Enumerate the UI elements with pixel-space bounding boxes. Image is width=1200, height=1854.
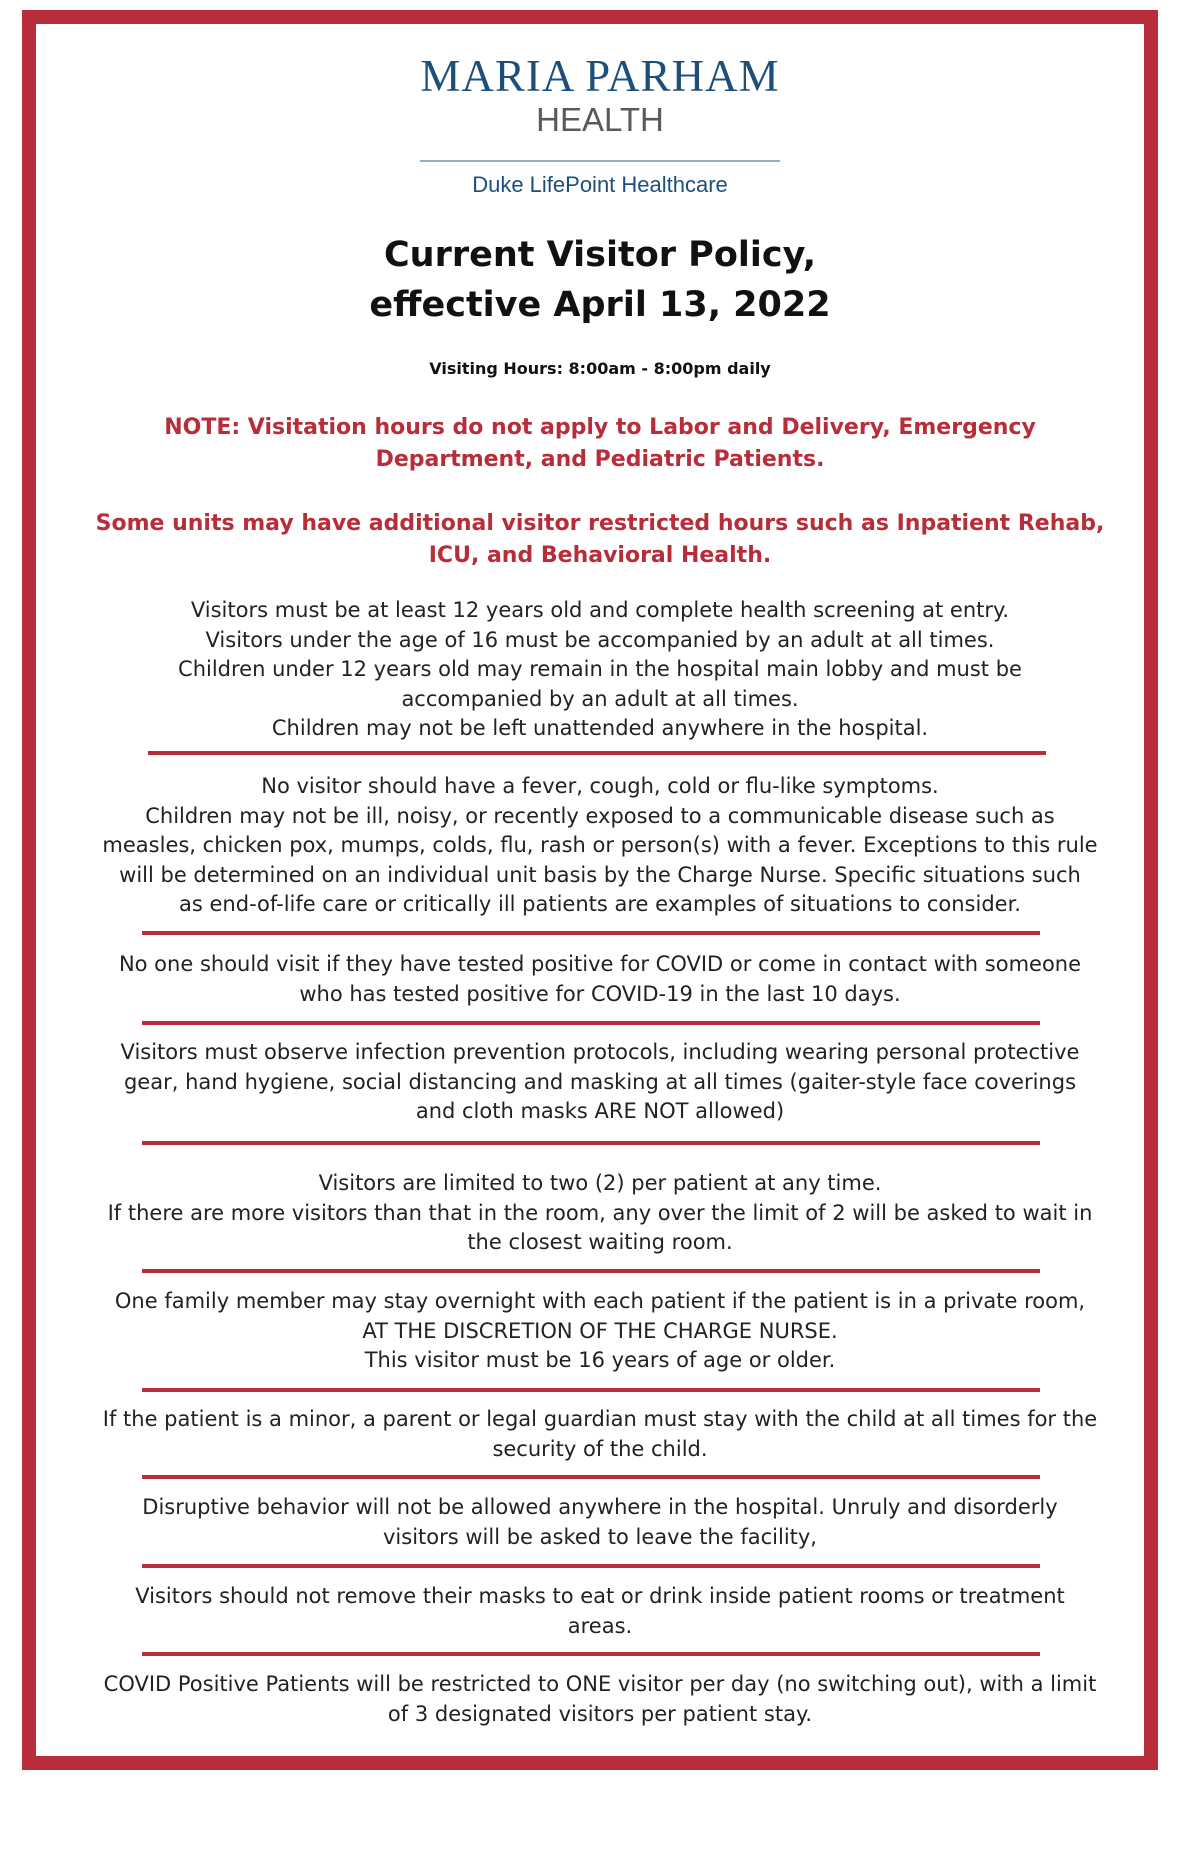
section-covid-exposure (50, 950, 1150, 1009)
text-line: security of the child. (492, 1436, 708, 1461)
section-divider (148, 751, 1046, 755)
text-line: Visitors must be at least 12 years old and complete health screening at entry. (190, 598, 1010, 622)
note-line: Department, and Pediatric Patients. (375, 447, 825, 472)
section-divider (142, 1388, 1040, 1392)
note-line: ICU, and Behavioral Health. (428, 543, 772, 568)
section-divider (142, 1141, 1040, 1145)
text-line: Visitors are limited to two (2) per patient at any time. (318, 1171, 882, 1195)
visiting-hours: Visiting Hours: 8:00am - 8:00pm daily (429, 359, 771, 378)
text-line: gear, hand hygiene, social distancing and masking at all times (gaiter-style face coverings (123, 1069, 1077, 1094)
section-infection-prevention (50, 1038, 1150, 1127)
section-divider (142, 931, 1040, 935)
text-line: COVID Positive Patients will be restricted to ONE visitor per day (no switching out), with a limit (103, 1672, 1097, 1696)
maria-parham-logo (0, 50, 1200, 198)
note-line: Some units may have additional visitor restricted hours such as Inpatient Rehab, (95, 511, 1105, 536)
logo-divider (420, 160, 780, 162)
text-line: Children may not be left unattended anywhere in the hospital. (271, 716, 929, 740)
text-line: will be determined on an individual unit basis by the Charge Nurse. Specific situations such (119, 862, 1081, 887)
text-line: Disruptive behavior will not be allowed anywhere in the hospital. Unruly and disorderly (142, 1495, 1058, 1519)
text-line: and cloth masks ARE NOT allowed) (415, 1099, 785, 1123)
text-line: Children under 12 years old may remain in the hospital main lobby and must be (178, 657, 1022, 681)
section-minor-patients (50, 1405, 1150, 1464)
text-line: If the patient is a minor, a parent or legal guardian must stay with the child at all times for the (102, 1407, 1098, 1431)
text-line: AT THE DISCRETION OF THE CHARGE NURSE. (362, 1318, 838, 1343)
section-divider (142, 1652, 1040, 1656)
policy-title (0, 230, 1200, 330)
text-line: This visitor must be 16 years of age or older. (364, 1348, 836, 1372)
text-line: No visitor should have a fever, cough, cold or flu-like symptoms. (261, 774, 939, 798)
note-line: NOTE: Visitation hours do not apply to Labor and Delivery, Emergency (164, 415, 1036, 440)
logo-affiliate: Duke LifePoint Healthcare (472, 172, 728, 197)
text-line: who has tested positive for COVID-19 in the last 10 days. (299, 981, 901, 1006)
text-line: as end-of-life care or critically ill patients are examples of situations to consider. (179, 892, 1021, 916)
section-disruptive-behavior (50, 1493, 1150, 1552)
section-masks (50, 1582, 1150, 1641)
section-age-requirements (50, 596, 1150, 744)
text-line: the closest waiting room. (467, 1230, 733, 1254)
text-line: If there are more visitors than that in the room, any over the limit of 2 will be asked to wait in (107, 1200, 1093, 1225)
title-line-2: effective April 13, 2022 (369, 285, 831, 325)
text-line: One family member may stay overnight with each patient if the patient is in a private room, (114, 1289, 1086, 1313)
section-divider (142, 1564, 1040, 1568)
text-line: of 3 designated visitors per patient stay. (387, 1701, 813, 1726)
title-line-1: Current Visitor Policy, (383, 235, 817, 275)
text-line: Visitors under the age of 16 must be accompanied by an adult at all times. (205, 627, 995, 652)
section-divider (142, 1475, 1040, 1479)
text-line: measles, chicken pox, mumps, colds, flu, rash or person(s) with a fever. Exceptions to this rule (102, 833, 1098, 857)
note-visitation-hours (60, 412, 1140, 476)
text-line: visitors will be asked to leave the facility, (383, 1524, 817, 1549)
section-divider (142, 1269, 1040, 1273)
text-line: Visitors must observe infection prevention protocols, including wearing personal protective (120, 1040, 1080, 1064)
text-line: No one should visit if they have tested positive for COVID or come in contact with someone (118, 952, 1082, 976)
note-restricted-units (60, 508, 1140, 572)
text-line: accompanied by an adult at all times. (401, 686, 799, 711)
text-line: areas. (567, 1613, 633, 1638)
section-symptoms (50, 772, 1150, 920)
section-covid-positive (50, 1670, 1150, 1729)
logo-name: MARIA PARHAM (420, 51, 780, 101)
section-visitor-limit (50, 1169, 1150, 1258)
section-overnight-stay (50, 1287, 1150, 1376)
logo-health: HEALTH (536, 101, 664, 138)
text-line: Visitors should not remove their masks to eat or drink inside patient rooms or treatment (135, 1584, 1065, 1608)
section-divider (142, 1021, 1040, 1025)
text-line: Children may not be ill, noisy, or recently exposed to a communicable disease such as (145, 803, 1055, 828)
